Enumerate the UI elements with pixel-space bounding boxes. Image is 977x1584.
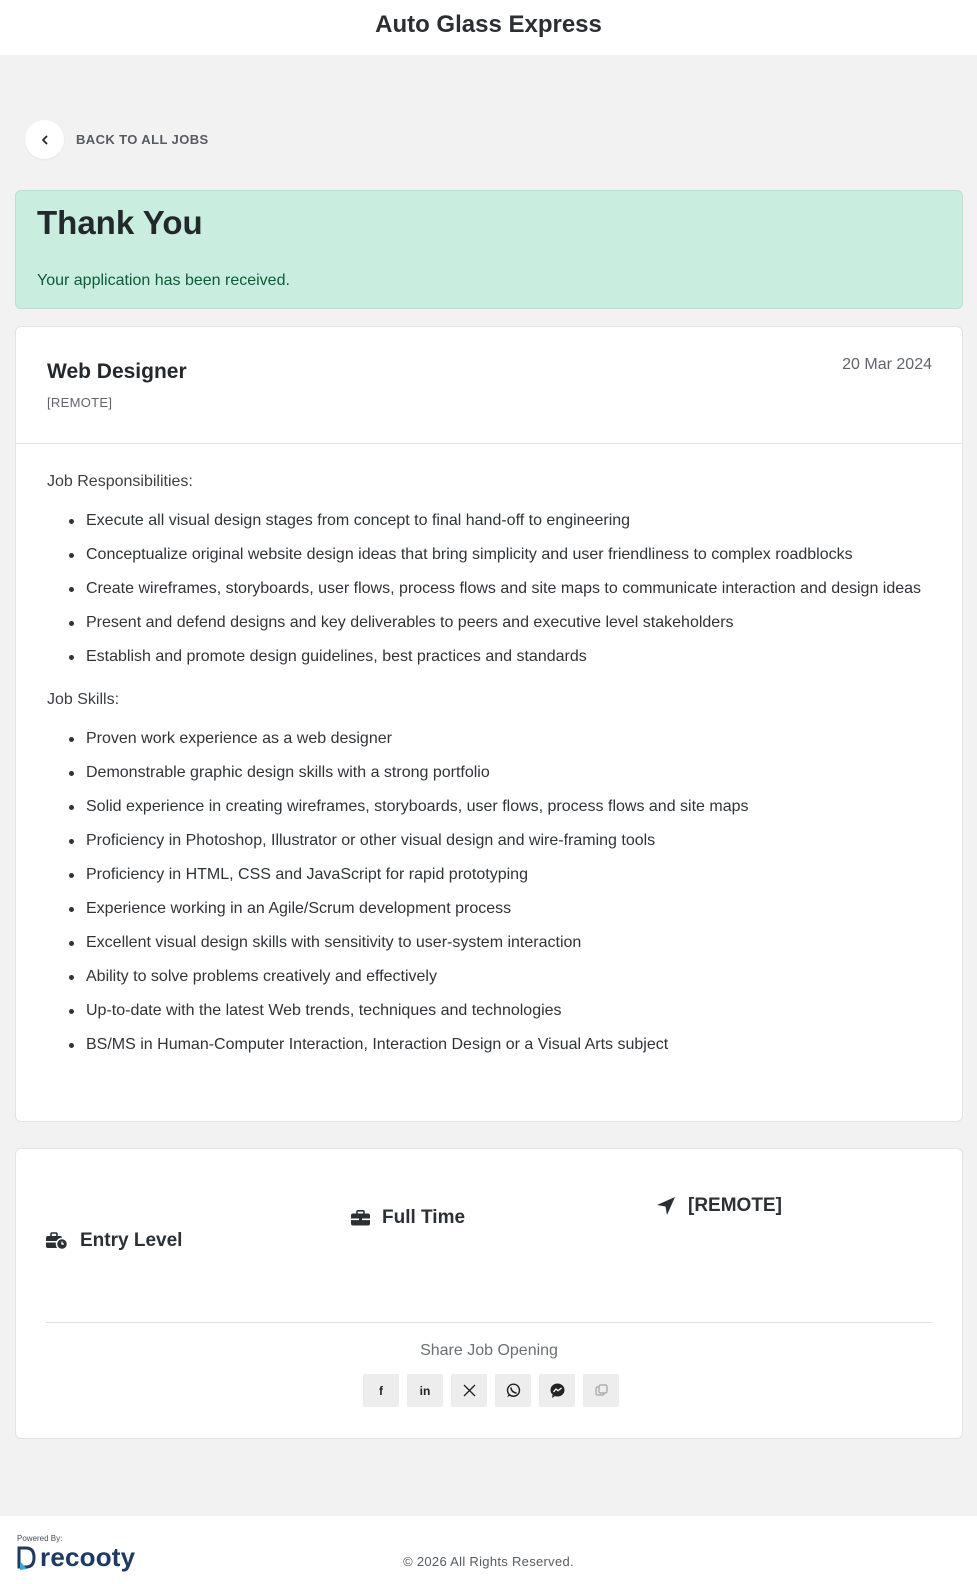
linkedin-icon: in (419, 1383, 431, 1398)
list-item: Proficiency in Photoshop, Illustrator or other visual design and wire-framing tools (86, 829, 931, 853)
share-x-button[interactable] (451, 1374, 487, 1407)
list-item: Excellent visual design skills with sensitivity to user-system interaction (86, 931, 931, 955)
employment-type (351, 1207, 465, 1229)
list-item: Execute all visual design stages from concept to final hand-off to engineering (86, 509, 931, 533)
share-messenger-button[interactable] (539, 1374, 575, 1407)
x-twitter-icon (463, 1384, 476, 1397)
alert-message: Your application has been received. (37, 272, 290, 289)
facebook-icon: f (379, 1383, 383, 1398)
messenger-icon (550, 1383, 565, 1398)
list-item: Conceptualize original website design ideas that bring simplicity and user friendliness to complex roadblocks (86, 543, 931, 567)
list-item: Proficiency in HTML, CSS and JavaScript for rapid prototyping (86, 863, 931, 887)
experience-level (46, 1230, 182, 1252)
list-item: Ability to solve problems creatively and effectively (86, 965, 931, 989)
copy-link-icon (595, 1384, 608, 1397)
responsibilities-list (47, 509, 931, 669)
list-item: BS/MS in Human-Computer Interaction, Interaction Design or a Visual Arts subject (86, 1033, 931, 1057)
list-item: Proven work experience as a web designer (86, 727, 931, 751)
job-meta-card (15, 1148, 963, 1439)
list-item: Solid experience in creating wireframes, storyboards, user flows, process flows and site maps (86, 795, 931, 819)
list-item: Create wireframes, storyboards, user flows, process flows and site maps to communicate interaction and design ideas (86, 577, 931, 601)
job-description (16, 444, 962, 1057)
powered-by-label: Powered By: (17, 1534, 63, 1543)
top-header (0, 0, 977, 55)
skills-list (47, 727, 931, 1057)
job-header (16, 327, 962, 444)
alert-title: Thank You (37, 204, 203, 241)
list-item: Experience working in an Agile/Scrum development process (86, 897, 931, 921)
job-posted-date: 20 Mar 2024 (842, 356, 932, 373)
location-arrow-icon (656, 1196, 676, 1216)
share-facebook-button[interactable] (363, 1374, 399, 1407)
divider (46, 1322, 932, 1323)
back-label[interactable]: BACK TO ALL JOBS (76, 132, 209, 147)
list-item: Demonstrable graphic design skills with a strong portfolio (86, 761, 931, 785)
job-location: [REMOTE] (47, 395, 113, 410)
share-whatsapp-button[interactable] (495, 1374, 531, 1407)
copy-link-button[interactable] (583, 1374, 619, 1407)
responsibilities-heading: Job Responsibilities: (47, 473, 193, 490)
back-to-jobs-link[interactable] (25, 120, 209, 159)
job-title: Web Designer (47, 360, 187, 383)
briefcase-clock-icon (46, 1232, 68, 1250)
briefcase-icon (351, 1210, 370, 1226)
share-linkedin-button[interactable] (407, 1374, 443, 1407)
chevron-left-icon (40, 135, 50, 145)
brand-name: recooty (40, 1542, 136, 1572)
employment-type-label: Full Time (382, 1207, 466, 1228)
share-buttons (363, 1374, 619, 1407)
back-button[interactable] (25, 120, 64, 159)
whatsapp-icon (506, 1383, 521, 1398)
location-label: [REMOTE] (688, 1195, 782, 1216)
success-alert (15, 190, 963, 309)
experience-label: Entry Level (80, 1230, 183, 1251)
list-item: Up-to-date with the latest Web trends, techniques and technologies (86, 999, 931, 1023)
skills-heading: Job Skills: (47, 691, 120, 708)
job-details-card (15, 326, 963, 1122)
copyright-text: © 2026 All Rights Reserved. (403, 1554, 574, 1569)
list-item: Present and defend designs and key deliverables to peers and executive level stakeholders (86, 611, 931, 635)
company-name: Auto Glass Express (375, 10, 602, 38)
job-location-meta (656, 1195, 782, 1217)
page-footer (0, 1516, 977, 1584)
share-heading: Share Job Opening (420, 1342, 558, 1359)
list-item: Establish and promote design guidelines, best practices and standards (86, 645, 931, 669)
